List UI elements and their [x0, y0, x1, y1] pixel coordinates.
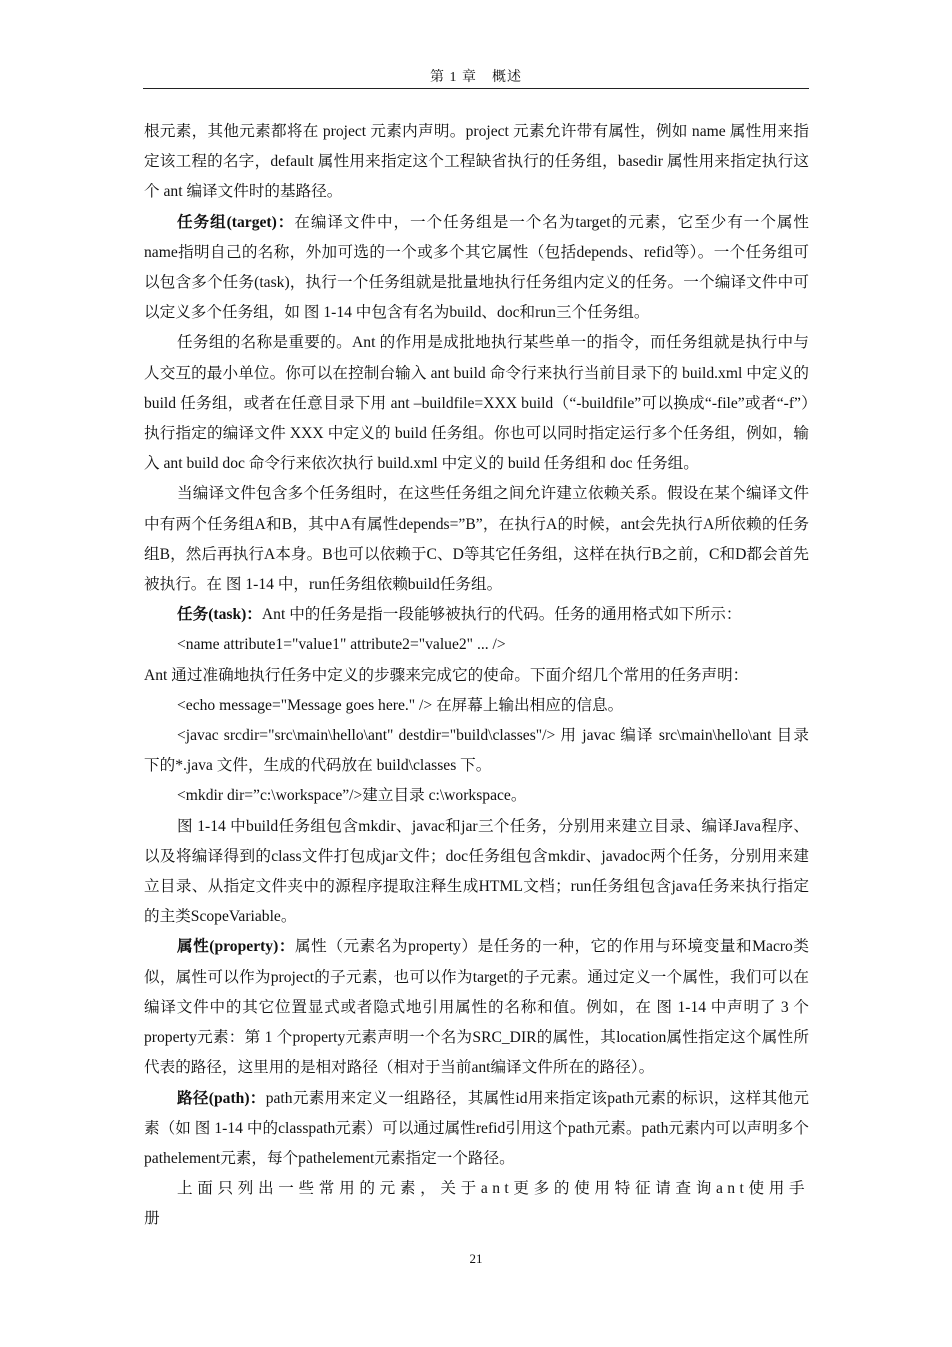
code-echo: <echo message="Message goes here." /> 在屏幕上输出相应的信息。 [177, 696, 624, 714]
paragraph-property: 属性(property)：属性（元素名为property）是任务的一种，它的作用与环境变量和Macro类似，属性可以作为project的子元素，也可以作为target的子元素。通过定义一个属性，我们可以在编译文件中的其它位置显式或者隐式地引用属性的名称和值。例如，在 图 1-14 中声明了 3 个property元素：第 1 个property元素声明一个名为SRC_DIR的属性，其location属性指定这个属性所代表的路径，这里用的是相对路径（相对于当前ant编译文件所在的路径）。 [144, 938, 810, 1077]
paragraph-task-intro: Ant 通过准确地执行任务中定义的步骤来完成它的使命。下面介绍几个常用的任务声明： [144, 666, 749, 684]
paragraph-target: 任务组(target)：在编译文件中，一个任务组是一个名为target的元素，它至少有一个属性name指明自己的名称，外加可选的一个或多个其它属性（包括depends、refid等）。一个任务组可以包含多个任务(task)，执行一个任务组就是批量地执行任务组内定义的任务。一个编译文件中可以定义多个任务组，如 图 1-14 中包含有名为build、doc和run三个任务组。 [144, 213, 809, 322]
paragraph-target-name: 任务组的名称是重要的。Ant 的作用是成批地执行某些单一的指令，而任务组就是执行中与人交互的最小单位。你可以在控制台输入 ant build 命令行来执行当前目录下的 build.xml 中定义的 build 任务组，或者在任意目录下用 ant –buildfile=XXX build（“-buildfile”可以换成“-file”或者“-f”）执行指定的编译文件 XXX 中定义的 build 任务组。你也可以同时指定运行多个任务组，例如，输入 ant build doc 命令行来依次执行 build.xml 中定义的 build 任务组和 doc 任务组。 [144, 334, 809, 473]
code-task-format: <name attribute1="value1" attribute2="value2" ... /> [177, 636, 506, 654]
body-text [144, 117, 809, 1235]
paragraph-target-depends: 当编译文件包含多个任务组时，在这些任务组之间允许建立依赖关系。假设在某个编译文件中有两个任务组A和B，其中A有属性depends=”B”，在执行A的时候，ant会先执行A所依赖的任务组B，然后再执行A本身。B也可以依赖于C、D等其它任务组，这样在执行B之前，C和D都会首先被执行。在 图 1-14 中，run任务组依赖build任务组。 [144, 485, 809, 594]
code-mkdir: <mkdir dir=”c:\workspace”/>建立目录 c:\workspace。 [177, 787, 527, 805]
paragraph-path: 路径(path)：path元素用来定义一组路径，其属性id用来指定该path元素的标识，这样其他元素（如 图 1-14 中的classpath元素）可以通过属性refid引用这个path元素。path元素内可以声明多个pathelement元素，每个pathelement元素指定一个路径。 [144, 1089, 809, 1167]
term-task: 任务(task)： [177, 606, 262, 624]
header-rule [143, 88, 809, 89]
paragraph-figure-tasks: 图 1-14 中build任务组包含mkdir、javac和jar三个任务，分别用来建立目录、编译Java程序、以及将编译得到的class文件打包成jar文件；doc任务组包含mkdir、javadoc两个任务，分别用来建立目录、从指定文件夹中的源程序提取注释生成HTML文档；run任务组包含java任务来执行指定的主类ScopeVariable。 [144, 817, 809, 926]
term-target: 任务组(target)： [177, 213, 295, 231]
running-header: 第 1 章 概述 [430, 70, 522, 85]
page-number: 21 [469, 1251, 483, 1266]
code-javac: <javac srcdir="src\main\hello\ant" destdir="build\classes"/> 用 javac 编译 src\main\hello\ant 目录下的*.java 文件，生成的代码放在 build\classes 下。 [144, 727, 809, 775]
paragraph-more-info: 上面只列出一些常用的元素，关于ant更多的使用特征请查询ant使用手册 [144, 1180, 809, 1228]
term-property: 属性(property)： [177, 938, 296, 956]
paragraph-task: 任务(task)：Ant 中的任务是指一段能够被执行的代码。任务的通用格式如下所示： [177, 606, 742, 624]
paragraph-project-root: 根元素，其他元素都将在 project 元素内声明。project 元素允许带有属性，例如 name 属性用来指定该工程的名字，default 属性用来指定这个工程缺省执行的任务组，basedir 属性用来指定执行这个 ant 编译文件时的基路径。 [144, 123, 809, 201]
term-path: 路径(path)： [177, 1089, 266, 1107]
